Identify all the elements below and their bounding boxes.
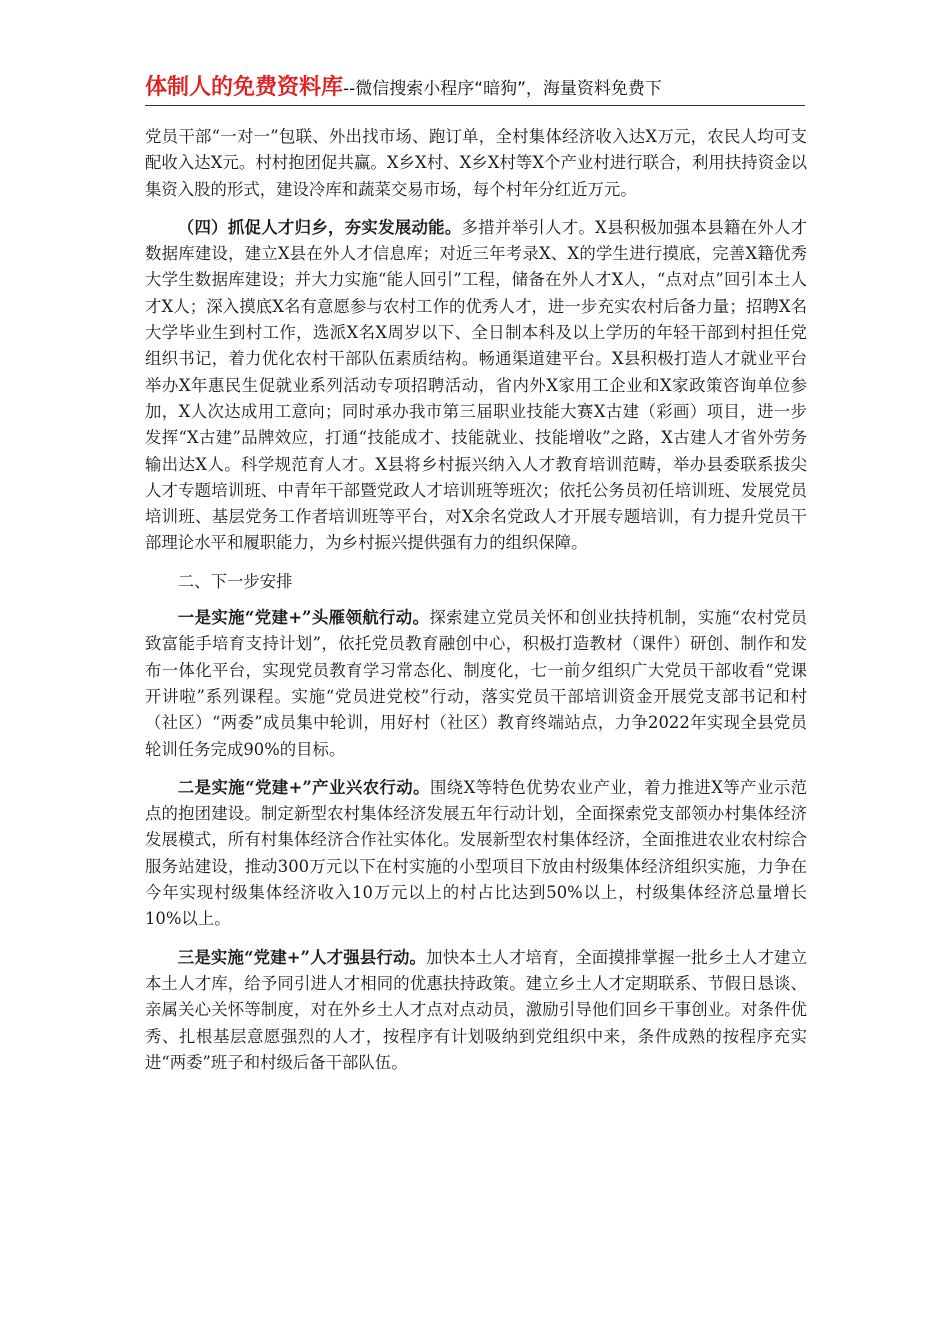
- paragraph-body: 党员干部“一对一”包联、外出找市场、跑订单，全村集体经济收入达X万元，农民人均可支配收入达X元。村村抱团促共赢。X乡X村、X乡X村等X个产业村进行联合，利用扶持资金以集资入股的形式，建设冷库和蔬菜交易市场，每个村年分红近万元。: [145, 127, 807, 199]
- paragraph-action-2: [145, 775, 807, 933]
- page-header: [145, 70, 805, 106]
- paragraph-body: 探索建立党员关怀和创业扶持机制，实施“农村党员致富能手培育支持计划”，依托党员教育融创中心，积极打造教材（课件）研创、制作和发布一体化平台，实现党员教育学习常态化、制度化，七一前夕组织广大党员干部收看“党课开讲啦”系列课程。实施“党员进党校”行动，落实党员干部培训资金开展党支部书记和村（社区）“两委”成员集中轮训，用好村（社区）教育终端站点，力争2022年实现全县党员轮训任务完成90%的目标。: [145, 608, 807, 759]
- paragraph-body: 加快本土人才培育，全面摸排掌握一批乡土人才建立本土人才库，给予同引进人才相同的优惠扶持政策。建立乡土人才定期联系、节假日恳谈、亲属关心关怀等制度，对在外乡土人才点对点动员，激励引导他们回乡干事创业。对条件优秀、扎根基层意愿强烈的人才，按程序有计划吸纳到党组织中来，条件成熟的按程序充实进“两委”班子和村级后备干部队伍。: [145, 947, 808, 1072]
- paragraph-body: 围绕X等特色优势农业产业，着力推进X等产业示范点的抱团建设。制定新型农村集体经济发展五年行动计划，全面探索党支部领办村集体经济发展模式，所有村集体经济合作社实体化。发展新型农村集体经济，全面推进农业农村综合服务站建设，推动300万元以下在村实施的小型项目下放由村级集体经济组织实施，力争在今年实现村级集体经济收入10万元以上的村占比达到50%以上，村级集体经济总量增长10%以上。: [145, 777, 807, 929]
- header-title: 体制人的免费资料库: [145, 75, 344, 100]
- paragraph-action-1: [145, 605, 807, 763]
- header-subtitle: --微信搜索小程序“暗狗”，海量资料免费下: [343, 79, 662, 99]
- section-heading: [145, 569, 807, 595]
- paragraph-heading: （四）抓促人才归乡，夯实发展动能。: [177, 217, 462, 237]
- document-body: [145, 124, 807, 1088]
- paragraph-continued: [145, 124, 807, 203]
- paragraph-action-3: [145, 945, 807, 1076]
- paragraph-heading: 二是实施“党建+”产业兴农行动。: [177, 777, 430, 797]
- paragraph-talent: [145, 215, 807, 557]
- section-heading-text: 二、下一步安排: [177, 571, 293, 591]
- paragraph-heading: 一是实施“党建+”头雁领航行动。: [177, 608, 430, 628]
- paragraph-body: 多措并举引人才。X县积极加强本县籍在外人才数据库建设，建立X县在外人才信息库；对近三年考录X、X的学生进行摸底，完善X籍优秀大学生数据库建设；并大力实施“能人回引”工程，储备在外人才X人，“点对点”回引本土人才X人；深入摸底X名有意愿参与农村工作的优秀人才，进一步充实农村后备力量；招聘X名大学毕业生到村工作，选派X名X周岁以下、全日制本科及以上学历的年轻干部到村担任党组织书记，着力优化农村干部队伍素质结构。畅通渠道建平台。X县积极打造人才就业平台举办X年惠民生促就业系列活动专项招聘活动，省内外X家用工企业和X家政策咨询单位参加，X人次达成用工意向；同时承办我市第三届职业技能大赛X古建（彩画）项目，进一步发挥“X古建”品牌效应，打通“技能成才、技能就业、技能增收”之路，X古建人才省外劳务输出达X人。科学规范育人才。X县将乡村振兴纳入人才教育培训范畴，举办县委联系拔尖人才专题培训班、中青年干部暨党政人才培训班等班次；依托公务员初任培训班、发展党员培训班、基层党务工作者培训班等平台，对X余名党政人才开展专题培训，有力提升党员干部理论水平和履职能力，为乡村振兴提供强有力的组织保障。: [145, 217, 807, 553]
- paragraph-heading: 三是实施“党建+”人才强县行动。: [177, 947, 427, 967]
